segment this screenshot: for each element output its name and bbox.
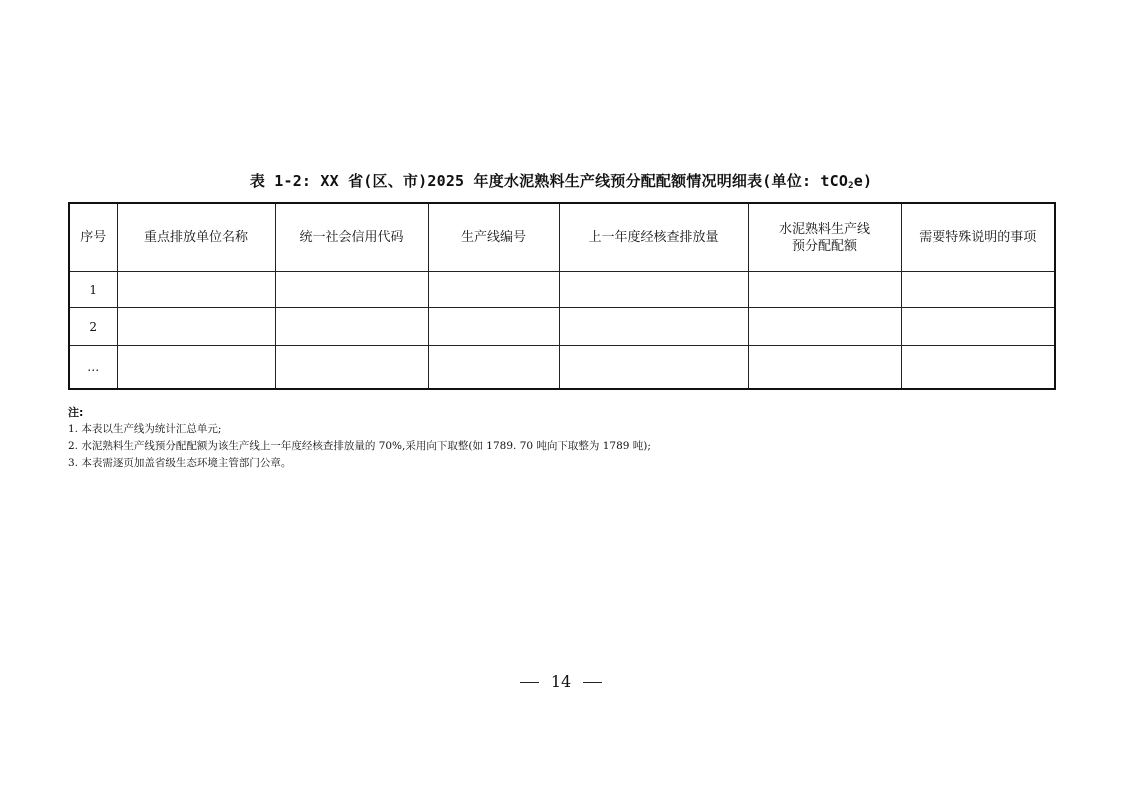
table-title: [0, 170, 1122, 191]
cell-unit-name: [117, 346, 275, 390]
row-index: 2: [69, 308, 117, 346]
cell-credit-code: [275, 308, 428, 346]
header-preallocated-quota-label: 水泥熟料生产线 预分配配额: [778, 221, 870, 254]
table-row: [69, 346, 1055, 390]
table-header-row: [69, 203, 1055, 272]
cell-special-notes: [901, 308, 1055, 346]
header-credit-code: 统一社会信用代码: [275, 203, 428, 272]
row-index: 1: [69, 272, 117, 308]
allocation-table: [68, 202, 1056, 390]
cell-verified-emissions: [559, 272, 748, 308]
page-number: 14: [550, 672, 572, 691]
header-special-notes: 需要特殊说明的事项: [901, 203, 1055, 272]
cell-line-number: [428, 308, 559, 346]
row-index: …: [69, 346, 117, 390]
cell-unit-name: [117, 308, 275, 346]
footer-dash-left: [520, 682, 539, 683]
header-unit-name: 重点排放单位名称: [117, 203, 275, 272]
header-verified-emissions: 上一年度经核查排放量: [559, 203, 748, 272]
table-title-main: 表 1-2: XX 省(区、市)2025 年度水泥熟料生产线预分配配额情况明细表(单位: tCO: [249, 172, 849, 190]
cell-unit-name: [117, 272, 275, 308]
cell-preallocated-quota: [748, 346, 901, 390]
cell-preallocated-quota: [748, 272, 901, 308]
cell-special-notes: [901, 272, 1055, 308]
cell-line-number: [428, 272, 559, 308]
header-serial-number: 序号: [69, 203, 117, 272]
cell-verified-emissions: [559, 346, 748, 390]
cell-special-notes: [901, 346, 1055, 390]
footer-dash-right: [583, 682, 602, 683]
cell-verified-emissions: [559, 308, 748, 346]
table-title-subscript: 2: [848, 181, 854, 191]
header-preallocated-quota: [748, 203, 901, 272]
cell-credit-code: [275, 346, 428, 390]
note-item: 1. 本表以生产线为统计汇总单元;: [68, 423, 222, 435]
notes-section: [68, 404, 651, 472]
notes-heading: 注:: [68, 406, 84, 419]
table-row: [69, 308, 1055, 346]
table-row: [69, 272, 1055, 308]
note-item: 3. 本表需逐页加盖省级生态环境主管部门公章。: [68, 457, 292, 469]
cell-preallocated-quota: [748, 308, 901, 346]
cell-line-number: [428, 346, 559, 390]
header-line-number: 生产线编号: [428, 203, 559, 272]
note-item: 2. 水泥熟料生产线预分配配额为该生产线上一年度经核查排放量的 70%,采用向下取整(如 1789. 70 吨向下取整为 1789 吨);: [68, 440, 651, 452]
page-footer: [0, 672, 1122, 691]
cell-credit-code: [275, 272, 428, 308]
table-title-end: e): [853, 172, 873, 190]
